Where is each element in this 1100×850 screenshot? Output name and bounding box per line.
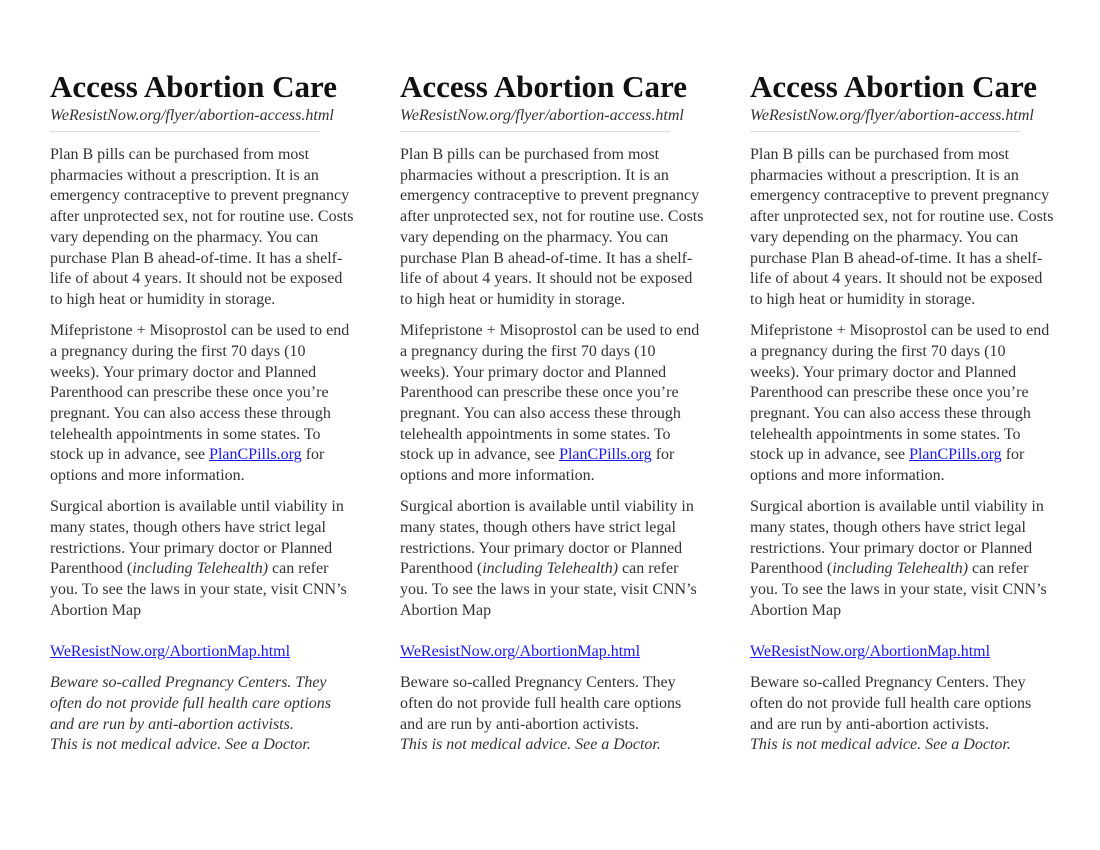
flyer-title: Access Abortion Care: [50, 69, 337, 104]
title-divider: [750, 131, 1020, 132]
pills-paragraph: [50, 321, 355, 487]
surgical-text-italic: including Telehealth): [482, 560, 619, 578]
surgical-text-italic: including Telehealth): [832, 560, 969, 578]
warning-paragraph: [400, 673, 705, 756]
plan-b-paragraph: Plan B pills can be purchased from most pharmacies without a prescription. It is an emergency contraceptive to prevent pregnancy after unprotected sex, not for routine use. Costs vary depending on the pharmacy. You can purchase Plan B ahead-of-time. It has a shelf-life of about 4 years. It should not be exposed to high heat or humidity in storage.: [400, 146, 704, 308]
pills-paragraph: [400, 321, 705, 487]
warning-paragraph: [50, 673, 355, 756]
plan-c-pills-link[interactable]: PlanCPills.org: [209, 446, 302, 464]
pills-text-before: Mifepristone + Misoprostol can be used to end a pregnancy during the first 70 days (10 weeks). Your primary doctor and Planned Parenthood can prescribe these once you’re pregnant. You can also access these through telehealth appointments in some states. To stock up in advance, see: [50, 322, 350, 464]
flyer-column-2: [400, 68, 705, 767]
map-link-paragraph: [750, 642, 1055, 663]
flyer-column-1: [50, 68, 355, 767]
medical-disclaimer: This is not medical advice. See a Doctor.: [50, 736, 311, 754]
pregnancy-centers-warning: Beware so-called Pregnancy Centers. They often do not provide full health care options and are run by anti-abortion activists.: [750, 674, 1032, 733]
pills-text-before: Mifepristone + Misoprostol can be used to end a pregnancy during the first 70 days (10 weeks). Your primary doctor and Planned Parenthood can prescribe these once you’re pregnant. You can also access these through telehealth appointments in some states. To stock up in advance, see: [750, 322, 1050, 464]
surgical-text-before: Surgical abortion is available until viability in many states, though others have strict legal restrictions. Your primary doctor or Planned Parenthood (: [750, 498, 1044, 578]
surgical-text-before: Surgical abortion is available until viability in many states, though others have strict legal restrictions. Your primary doctor or Planned Parenthood (: [50, 498, 344, 578]
abortion-map-link[interactable]: WeResistNow.org/AbortionMap.html: [50, 643, 291, 661]
pills-text-after: for options and more information.: [50, 446, 325, 485]
pills-text-after: for options and more information.: [400, 446, 675, 485]
plan-c-pills-link[interactable]: PlanCPills.org: [559, 446, 652, 464]
pills-text-after: for options and more information.: [750, 446, 1025, 485]
medical-disclaimer: This is not medical advice. See a Doctor.: [400, 736, 661, 754]
pregnancy-centers-warning: Beware so-called Pregnancy Centers. They often do not provide full health care options and are run by anti-abortion activists.: [400, 674, 682, 733]
surgical-paragraph: [400, 497, 705, 621]
flyer-title: Access Abortion Care: [400, 69, 687, 104]
flyer-source-url: WeResistNow.org/flyer/abortion-access.html: [50, 107, 334, 124]
title-divider: [400, 131, 670, 132]
flyer-title: Access Abortion Care: [750, 69, 1037, 104]
pills-text-before: Mifepristone + Misoprostol can be used to end a pregnancy during the first 70 days (10 weeks). Your primary doctor and Planned Parenthood can prescribe these once you’re pregnant. You can also access these through telehealth appointments in some states. To stock up in advance, see: [400, 322, 700, 464]
plan-c-pills-link[interactable]: PlanCPills.org: [909, 446, 1002, 464]
map-link-paragraph: [400, 642, 705, 663]
surgical-text-italic: including Telehealth): [132, 560, 269, 578]
plan-b-paragraph: Plan B pills can be purchased from most pharmacies without a prescription. It is an emergency contraceptive to prevent pregnancy after unprotected sex, not for routine use. Costs vary depending on the pharmacy. You can purchase Plan B ahead-of-time. It has a shelf-life of about 4 years. It should not be exposed to high heat or humidity in storage.: [750, 146, 1054, 308]
surgical-paragraph: [50, 497, 355, 621]
map-link-paragraph: [50, 642, 355, 663]
pregnancy-centers-warning: Beware so-called Pregnancy Centers. They often do not provide full health care options and are run by anti-abortion activists.: [50, 674, 331, 733]
flyer-source-url: WeResistNow.org/flyer/abortion-access.html: [750, 107, 1034, 124]
flyer-column-3: [750, 68, 1055, 767]
abortion-map-link[interactable]: WeResistNow.org/AbortionMap.html: [750, 643, 991, 661]
surgical-paragraph: [750, 497, 1055, 621]
title-divider: [50, 131, 320, 132]
abortion-map-link[interactable]: WeResistNow.org/AbortionMap.html: [400, 643, 641, 661]
medical-disclaimer: This is not medical advice. See a Doctor.: [750, 736, 1011, 754]
pills-paragraph: [750, 321, 1055, 487]
surgical-text-before: Surgical abortion is available until viability in many states, though others have strict legal restrictions. Your primary doctor or Planned Parenthood (: [400, 498, 694, 578]
warning-paragraph: [750, 673, 1055, 756]
flyer-source-url: WeResistNow.org/flyer/abortion-access.html: [400, 107, 684, 124]
surgical-text-after: can refer you. To see the laws in your state, visit CNN’s Abortion Map: [400, 560, 697, 619]
surgical-text-after: can refer you. To see the laws in your state, visit CNN’s Abortion Map: [50, 560, 347, 619]
plan-b-paragraph: Plan B pills can be purchased from most pharmacies without a prescription. It is an emergency contraceptive to prevent pregnancy after unprotected sex, not for routine use. Costs vary depending on the pharmacy. You can purchase Plan B ahead-of-time. It has a shelf-life of about 4 years. It should not be exposed to high heat or humidity in storage.: [50, 146, 354, 308]
surgical-text-after: can refer you. To see the laws in your state, visit CNN’s Abortion Map: [750, 560, 1047, 619]
